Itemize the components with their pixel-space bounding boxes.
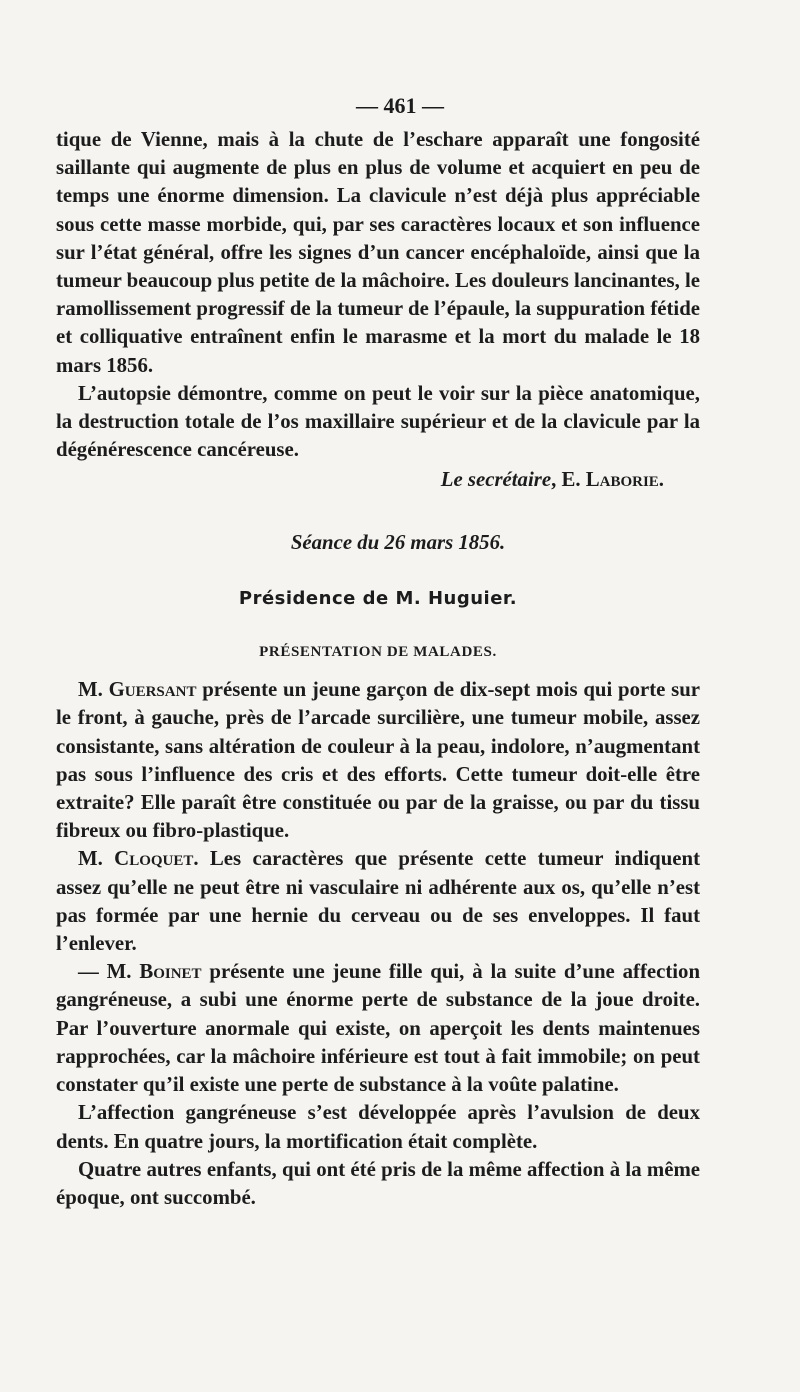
paragraph-enfants: Quatre autres enfants, qui ont été pris de la même affection à la même époque, ont succombé. (56, 1157, 700, 1209)
paragraph-boinet (56, 958, 700, 1099)
paragraph-affection: L’affection gangréneuse s’est développée après l’avulsion de deux dents. En quatre jours, la mortification était complète. (56, 1101, 700, 1153)
dash-boinet: — (78, 960, 107, 984)
text-boinet: présente une jeune fille qui, à la suite d’une affection gangréneuse, a subi une énorme perte de substance de la joue droite. Par l’ouverture anormale qui existe, on aperçoit les dents maintenues rapprochées, car la mâchoire inférieure est tout à fait immobile; on peut constater qu’il existe une perte de substance à la voûte palatine. (56, 960, 701, 1097)
presidence: Présidence de M. Huguier. (238, 587, 518, 609)
text-cloquet: Les caractères que présente cette tumeur indiquent assez qu’elle ne peut être ni vasculaire ni adhérente aux os, qu’elle n’est pas formée par une hernie du cerveau ou de ses enveloppes. Il faut l’enlever. (56, 847, 700, 956)
paragraph-autopsie: L’autopsie démontre, comme on peut le voir sur la pièce anatomique, la destruction totale de l’os maxillaire supérieur et de la clavicule par la dégénérescence cancéreuse. (56, 381, 700, 462)
speaker-boinet: M. Boinet (106, 960, 202, 984)
page-number: — 461 — (356, 93, 444, 118)
signature-name: E. Laborie. (561, 468, 664, 492)
text-guersant: présente un jeune garçon de dix-sept mois qui porte sur le front, à gauche, près de l’arcade surcilière, une tumeur mobile, assez consistante, sans altération de couleur à la peau, indolore, n’augmentant pas sous l’influence des cris et des efforts. Cette tumeur doit-elle être extraite? Elle paraît être constituée ou par de la graisse, ou par du tissu fibreux ou fibro-plastique. (56, 678, 701, 843)
speaker-cloquet: M. Cloquet. (78, 847, 199, 871)
page-body (56, 126, 700, 1212)
signature: Le secrétaire, E. Laborie. (440, 468, 664, 492)
paragraph-continued: tique de Vienne, mais à la chute de l’eschare apparaît une fongosité saillante qui augmente de plus en plus de volume et acquiert en peu de temps une énorme dimension. La clavicule n’est déjà plus appréciable sous cette masse morbide, qui, par ses caractères locaux et son influence sur l’état général, offre les signes d’un cancer encéphaloïde, ainsi que la tumeur beaucoup plus petite de la mâchoire. Les douleurs lancinantes, le ramollissement progressif de la tumeur de l’épaule, la suppuration fétide et colliquative entraînent enfin le marasme et la mort du malade le 18 mars 1856. (56, 128, 700, 377)
speaker-guersant: M. Guersant (78, 678, 197, 702)
paragraph-guersant (56, 676, 700, 845)
signature-role: Le secrétaire (440, 468, 552, 492)
section-heading: PRÉSENTATION DE MALADES. (259, 644, 497, 661)
seance-date: Séance du 26 mars 1856. (290, 530, 506, 554)
paragraph-cloquet (56, 845, 700, 958)
